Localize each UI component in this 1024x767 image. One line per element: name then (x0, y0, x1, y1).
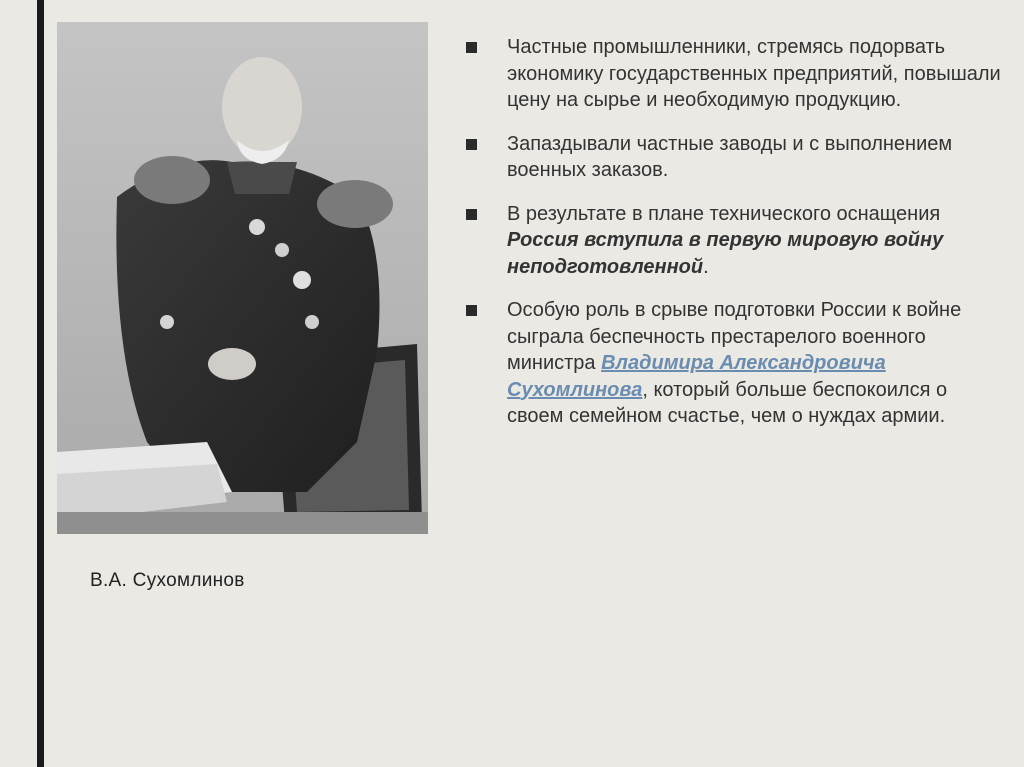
sukhomlinov-link[interactable]: Владимира Александровича Сухомлинова (507, 352, 886, 401)
bullet-text-before: В результате в плане технического оснащения (507, 202, 941, 225)
square-bullet-icon (466, 139, 477, 150)
bullet-item (466, 34, 1006, 114)
bullet-item (466, 201, 1006, 281)
bullet-text-after: . (703, 255, 709, 278)
square-bullet-icon (466, 305, 477, 316)
bullet-item (466, 131, 1006, 184)
bullet-text-after: , который больше беспокоился о своем семейном счастье, чем о нуждах армии. (507, 378, 948, 427)
bullet-item (466, 297, 1006, 430)
square-bullet-icon (466, 209, 477, 220)
portrait-caption: В.А. Сухомлинов (90, 570, 245, 591)
bullet-list (466, 34, 1006, 447)
emphasized-text: Россия вступила в первую мировую войну неподготовленной (507, 229, 944, 278)
slide-accent-bar (37, 0, 44, 767)
bullet-text: Частные промышленники, стремясь подорвать экономику государственных предприятий, повышали цену на сырье и необходимую продукцию. (507, 36, 1001, 111)
square-bullet-icon (466, 42, 477, 53)
portrait-photo (57, 22, 428, 534)
bullet-text-before: Особую роль в срыве подготовки России к войне сыграла беспечность престарелого военного министра (507, 299, 962, 374)
bullet-text: Запаздывали частные заводы и с выполнением военных заказов. (507, 132, 953, 181)
